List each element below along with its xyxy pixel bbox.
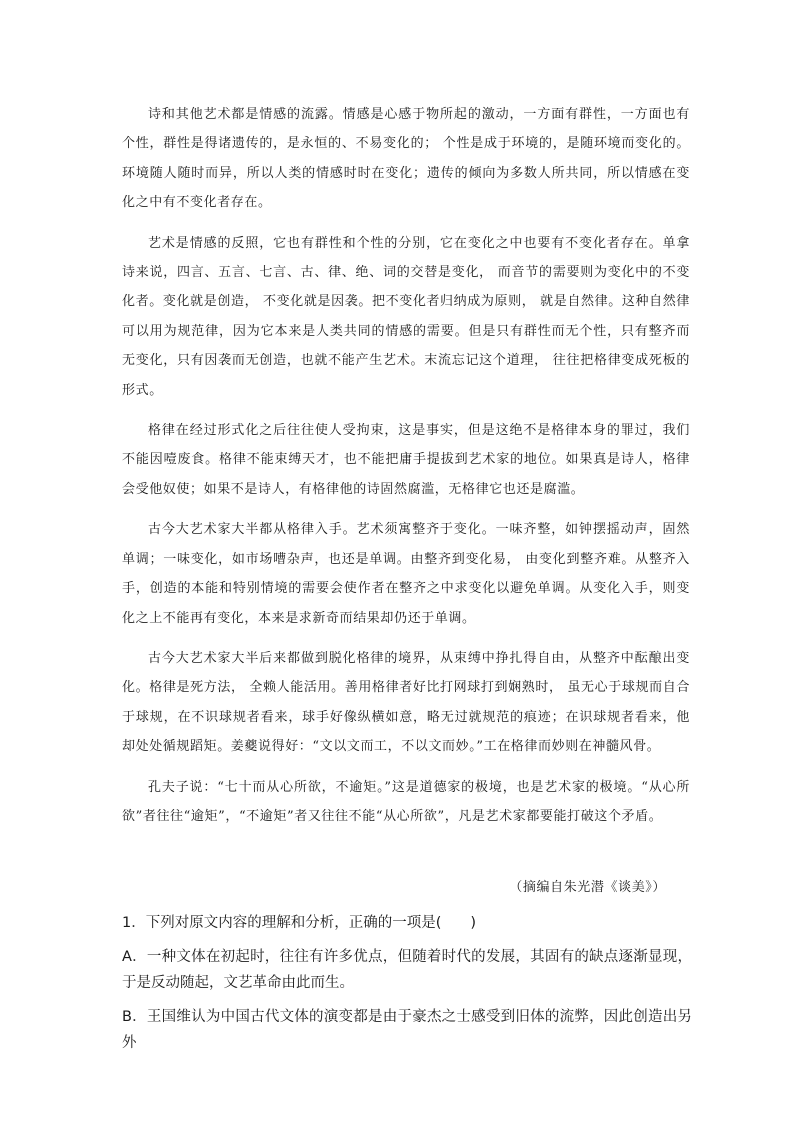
article-paragraph-5: 古今大艺术家大半后来都做到脱化格律的境界，从束缚中挣扎得自由，从整齐中酝酿出变化。格律是死方法， 全赖人能活用。善用格律者好比打网球打到娴熟时， 虽无心于球规而自合于球规，在不识球规者看来，球手好像纵横如意，略无过就规范的痕迹；在识球规者看来，他却处处循规蹈矩。姜夔说得好：“文以文而工，不以文而妙。”工在格律而妙则在神髓风骨。 <box>122 650 690 755</box>
article-source-citation: （摘编自朱光潜《谈美》） <box>509 880 666 895</box>
article-paragraph-3: 格律在经过形式化之后往往使人受拘束，这是事实，但是这绝不是格律本身的罪过，我们不能因噎废食。格律不能束缚天才，也不能把庸手提拔到艺术家的地位。如果真是诗人，格律会受他奴使；如果不是诗人，有格律他的诗固然腐滥，无格律它也还是腐滥。 <box>122 423 690 497</box>
article-paragraph-1: 诗和其他艺术都是情感的流露。情感是心感于物所起的激动，一方面有群性，一方面也有个性，群性是得诸遗传的，是永恒的、不易变化的； 个性是成于环境的，是随环境而变化的。环境随人随时而异，所以人类的情感时时在变化；遗传的倾向为多数人所共同，所以情感在变化之中有不变化者存在。 <box>122 107 690 211</box>
question-stem: 1．下列对原文内容的理解和分析，正确的一项是( ) <box>122 915 477 931</box>
article-paragraph-6: 孔夫子说：“七十而从心所欲，不逾矩。”这是道德家的极境，也是艺术家的极境。“从心所欲”者往往“逾矩”，“不逾矩”者又往往不能“从心所欲”，凡是艺术家都要能打破这个矛盾。 <box>122 779 690 824</box>
question-block <box>122 910 692 1064</box>
article-paragraph-2: 艺术是情感的反照，它也有群性和个性的分别，它在变化之中也要有不变化者存在。单拿诗来说，四言、五言、七言、古、律、绝、词的交替是变化， 而音节的需要则为变化中的不变化者。变化就是创造， 不变化就是因袭。把不变化者归纳成为原则， 就是自然律。这种自然律可以用为规范律，因为它本来是人类共同的情感的需要。但是只有群性而无个性，只有整齐而无变化，只有因袭而无创造，也就不能产生艺术。末流忘记这个道理， 往往把格律变成死板的形式。 <box>122 235 690 398</box>
article-paragraph-4: 古今大艺术家大半都从格律入手。艺术须寓整齐于变化。一味齐整，如钟摆摇动声，固然单调；一味变化，如市场嘈杂声，也还是单调。由整齐到变化易， 由变化到整齐难。从整齐入手，创造的本能和特别情境的需要会使作者在整齐之中求变化以避免单调。从变化入手，则变化之上不能再有变化，本来是求新奇而结果却仍还于单调。 <box>122 522 690 626</box>
answer-option-a[interactable]: A．一种文体在初起时，往往有许多优点，但随着时代的发展，其固有的缺点逐渐显现，于是反动随起，文艺革命由此而生。 <box>122 949 692 991</box>
article-body <box>122 100 690 842</box>
answer-option-b[interactable]: B．王国维认为中国古代文体的演变都是由于豪杰之士感受到旧体的流弊，因此创造出另外 <box>122 1009 692 1051</box>
